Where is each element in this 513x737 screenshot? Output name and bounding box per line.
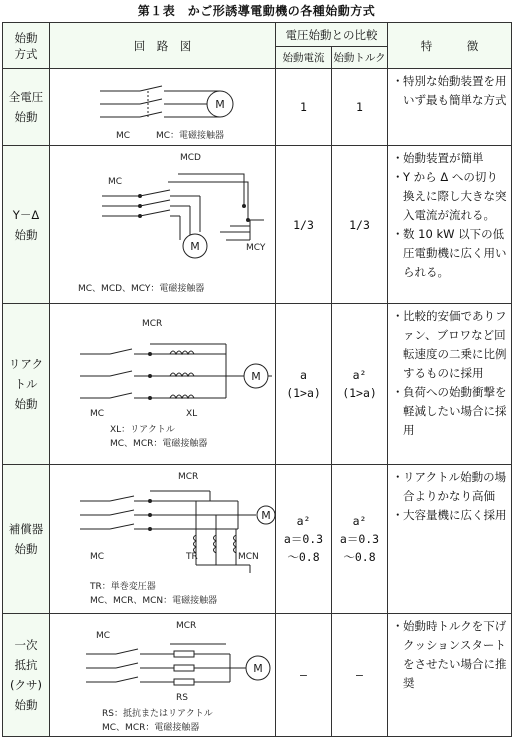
svg-text:M: M	[251, 370, 261, 383]
svg-text:MC: MC	[90, 552, 105, 562]
circuit-reactor	[50, 304, 276, 465]
table-row	[3, 146, 512, 304]
feature-text: リアクトル始動の場合よりかなり高価	[403, 470, 507, 503]
bullet: ・	[392, 170, 404, 184]
torque-value: a² (1>a)	[332, 304, 388, 465]
table-row	[3, 465, 512, 614]
feature-item	[392, 506, 507, 525]
svg-text:M: M	[253, 662, 263, 675]
table-row	[3, 614, 512, 737]
feature-item	[392, 72, 507, 110]
table-title: 第１表 かご形誘導電動機の各種始動方式	[137, 4, 376, 18]
method-cell: 補償器 始動	[3, 465, 50, 614]
svg-text:RS: RS	[176, 693, 188, 703]
circuit-diagram	[50, 304, 276, 464]
feature-cell	[388, 614, 512, 737]
method-cell: リアク トル 始動	[3, 304, 50, 465]
method-cell: 全電圧 始動	[3, 69, 50, 146]
feature-item	[392, 225, 507, 282]
feature-item	[392, 617, 507, 693]
header-compare: 電圧始動との比較	[276, 23, 388, 47]
header-circuit: 回 路 図	[50, 23, 276, 69]
feature-cell	[388, 465, 512, 614]
feature-text: 始動装置が簡単	[403, 151, 484, 165]
circuit-compensator	[50, 465, 276, 614]
svg-text:MC、MCD、MCY：電磁接触器: MC、MCD、MCY：電磁接触器	[78, 284, 205, 294]
feature-item	[392, 383, 507, 440]
feature-item	[392, 168, 507, 225]
torque-value: a² a＝0.3 ～0.8	[332, 465, 388, 614]
svg-text:MC: MC	[96, 631, 111, 641]
circuit-lines	[86, 644, 254, 682]
circuit-lines	[80, 491, 256, 573]
bullet: ・	[392, 508, 404, 522]
svg-text:MC、MCR、MCN：電磁接触器: MC、MCR、MCN：電磁接触器	[90, 596, 218, 606]
current-value: 1/3	[276, 146, 332, 304]
feature-item	[392, 468, 507, 506]
svg-text:XL：リアクトル: XL：リアクトル	[110, 425, 175, 435]
feature-text: 数 10 kW 以下の低圧電動機に広く用いられる。	[403, 227, 507, 279]
svg-text:MCN: MCN	[238, 552, 259, 562]
transformer-coils	[194, 535, 237, 553]
feature-cell	[388, 146, 512, 304]
resistors	[174, 651, 194, 685]
svg-text:MC、MCR：電磁接触器: MC、MCR：電磁接触器	[102, 723, 200, 733]
current-value: a² a＝0.3 ～0.8	[276, 465, 332, 614]
current-value: 1	[276, 69, 332, 146]
feature-text: 比較的安価でありファン、ブロワなど回転速度の二乗に比例するものに採用	[403, 309, 507, 380]
bullet: ・	[392, 151, 404, 165]
svg-text:RS：抵抗またはリアクトル: RS：抵抗またはリアクトル	[102, 709, 213, 719]
svg-text:MC：電磁接触器: MC：電磁接触器	[156, 131, 225, 141]
circuit-diagram	[50, 146, 276, 303]
circuit-primary-resistance	[50, 614, 276, 737]
feature-item	[392, 149, 507, 168]
svg-text:M: M	[261, 509, 271, 522]
header-method: 始動 方式	[3, 23, 50, 69]
feature-text: 負荷への始動衝撃を軽減したい場合に採用	[403, 385, 507, 437]
feature-cell	[388, 69, 512, 146]
feature-item	[392, 307, 507, 383]
circuit-full-voltage	[50, 69, 276, 146]
svg-text:M: M	[215, 98, 225, 111]
table-row	[3, 304, 512, 465]
svg-text:M: M	[190, 240, 200, 253]
bullet: ・	[392, 385, 404, 399]
circuit-y-delta	[50, 146, 276, 304]
table-row	[3, 69, 512, 146]
svg-text:MCY: MCY	[246, 243, 266, 253]
header-current: 始動電流	[276, 47, 332, 69]
header-torque: 始動トルク	[332, 47, 388, 69]
bullet: ・	[392, 309, 404, 323]
feature-text: 特別な始動装置を用いず最も簡単な方式	[403, 74, 507, 107]
current-value: a (1>a)	[276, 304, 332, 465]
torque-value: ―	[332, 614, 388, 737]
torque-value: 1/3	[332, 146, 388, 304]
bullet: ・	[392, 74, 404, 88]
svg-text:MCD: MCD	[180, 153, 201, 163]
circuit-lines	[80, 344, 272, 398]
circuit-diagram	[50, 614, 276, 736]
method-cell: 一次 抵抗 (クサ) 始動	[3, 614, 50, 737]
svg-text:TR：単巻変圧器: TR：単巻変圧器	[90, 582, 156, 592]
svg-text:XL: XL	[186, 409, 198, 419]
circuit-diagram	[50, 69, 276, 145]
feature-text: 大容量機に広く採用	[403, 508, 507, 522]
bullet: ・	[392, 227, 404, 241]
circuit-lines	[102, 174, 264, 240]
switch-lines	[100, 86, 220, 117]
svg-text:TR: TR	[186, 552, 198, 562]
starting-methods-table	[2, 22, 512, 737]
svg-text:MC: MC	[90, 409, 105, 419]
method-cell: Y－Δ 始動	[3, 146, 50, 304]
svg-text:MC、MCR：電磁接触器: MC、MCR：電磁接触器	[110, 439, 208, 449]
feature-cell	[388, 304, 512, 465]
bullet: ・	[392, 470, 404, 484]
svg-text:MC: MC	[116, 131, 131, 141]
svg-text:MCR: MCR	[178, 472, 199, 482]
current-value: ―	[276, 614, 332, 737]
circuit-diagram	[50, 465, 276, 613]
svg-text:MC: MC	[108, 177, 123, 187]
svg-text:MCR: MCR	[142, 319, 163, 329]
feature-text: Y から Δ への切り換えに際し大きな突入電流が流れる。	[403, 170, 507, 222]
svg-text:MCR: MCR	[176, 621, 197, 631]
reactor-coils	[170, 351, 194, 398]
bullet: ・	[392, 619, 404, 633]
torque-value: 1	[332, 69, 388, 146]
header-feature: 特 徴	[388, 23, 512, 69]
feature-text: 始動時トルクを下げクッションスタートをさせたい場合に推奨	[403, 619, 507, 690]
